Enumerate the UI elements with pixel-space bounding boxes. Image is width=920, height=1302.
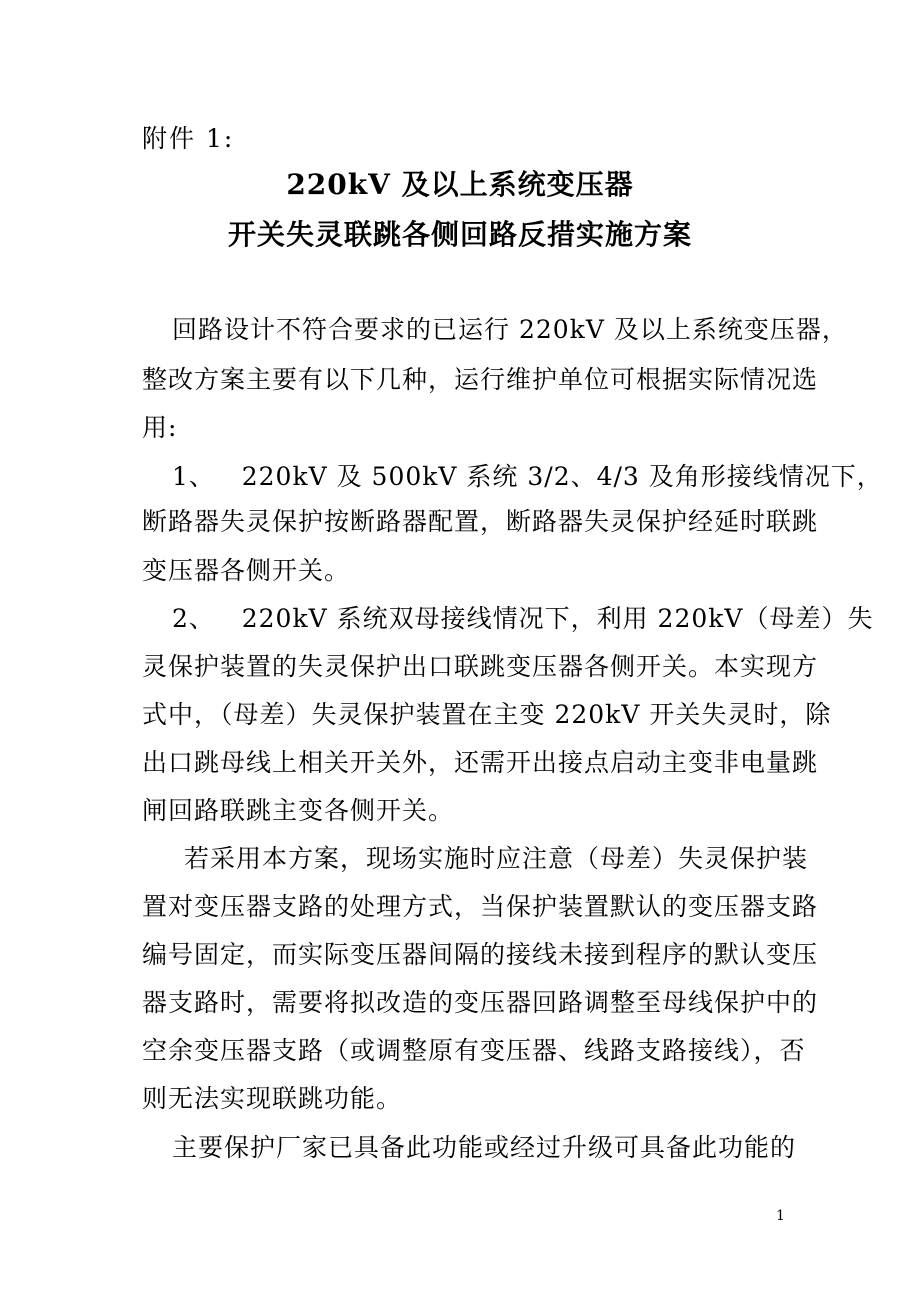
note-line-3: 编号固定，而实际变压器间隔的接线未接到程序的默认变压: [142, 940, 819, 969]
note-line-6: 则无法实现联跳功能。: [142, 1084, 403, 1113]
note-line-2: 置对变压器支路的处理方式，当保护装置默认的变压器支路: [142, 892, 819, 921]
intro-line-3: 用:: [142, 413, 178, 442]
note-line-1: 若采用本方案，现场实施时应注意（母差）失灵保护装: [184, 844, 809, 873]
item1-line-2: 断路器失灵保护按断路器配置，断路器失灵保护经延时联跳: [142, 507, 819, 536]
title-line-2: 开关失灵联跳各侧回路反措实施方案: [227, 218, 692, 251]
last-line-1: 主要保护厂家已具备此功能或经过升级可具备此功能的: [172, 1133, 797, 1162]
item2-line-5: 闸回路联跳主变各侧开关。: [142, 796, 455, 825]
item2-line-3: 式中，（母差）失灵保护装置在主变 220kV 开关失灵时，除: [142, 700, 832, 729]
attachment-label: 附件 1:: [142, 124, 235, 153]
item2-line-2: 灵保护装置的失灵保护出口联跳变压器各侧开关。本实现方: [142, 652, 819, 681]
item1-line-1: 1、 220kV 及 500kV 系统 3/2、4/3 及角形接线情况下，: [172, 462, 883, 491]
item2-line-1: 2、 220kV 系统双母接线情况下，利用 220kV（母差）失: [172, 604, 874, 633]
note-line-5: 空余变压器支路（或调整原有变压器、线路支路接线），否: [142, 1036, 806, 1065]
intro-line-1: 回路设计不符合要求的已运行 220kV 及以上系统变压器，: [172, 315, 848, 344]
note-line-4: 器支路时，需要将拟改造的变压器回路调整至母线保护中的: [142, 988, 819, 1017]
intro-line-2: 整改方案主要有以下几种，运行维护单位可根据实际情况选: [142, 365, 819, 394]
title-line-1: 220kV 及以上系统变压器: [286, 168, 634, 201]
item1-line-3: 变压器各侧开关。: [142, 556, 351, 585]
item2-line-4: 出口跳母线上相关开关外，还需开出接点启动主变非电量跳: [142, 748, 819, 777]
page-number: 1: [776, 1208, 785, 1224]
